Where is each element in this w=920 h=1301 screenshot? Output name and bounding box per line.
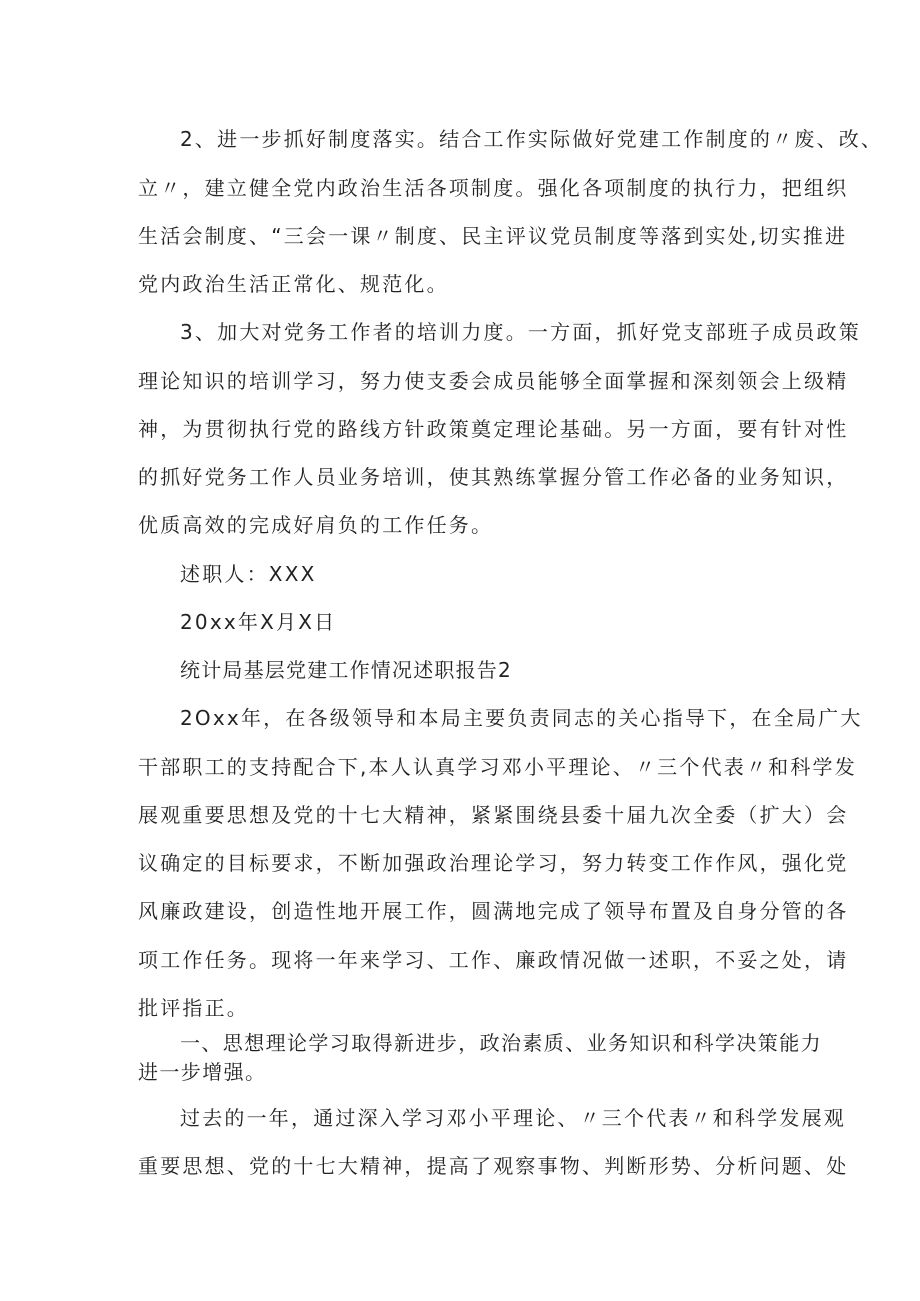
intro-line-1: 2Oxx年，在各级领导和本局主要负责同志的关心指导下，在全局广大	[180, 706, 863, 730]
intro-line-7: 批评指正。	[138, 996, 249, 1020]
section-1-heading-line-2: 进一步增强。	[138, 1060, 267, 1084]
paragraph-3-line-3: 神，为贯彻执行党的路线方针政策奠定理论基础。另一方面，要有针对性	[138, 417, 849, 441]
intro-line-6: 项工作任务。现将一年来学习、工作、廉政情况做一述职，不妥之处，请	[138, 948, 849, 972]
intro-line-4: 议确定的目标要求，不断加强政治理论学习，努力转变工作作风，强化党	[138, 851, 849, 875]
date-line: 20xx年X月X日	[180, 610, 337, 634]
section-1-body-line-1: 过去的一年，通过深入学习邓小平理论、〃三个代表〃和科学发展观	[180, 1106, 846, 1130]
section-1-body-line-2: 重要思想、党的十七大精神，提高了观察事物、判断形势、分析问题、处	[138, 1154, 849, 1178]
paragraph-2-line-2: 立〃，建立健全党内政治生活各项制度。强化各项制度的执行力，把组织	[138, 176, 849, 200]
paragraph-2-line-1: 2、进一步抓好制度落实。结合工作实际做好党建工作制度的〃废、改、	[180, 127, 884, 151]
report-title: 统计局基层党建工作情况述职报告2	[180, 658, 512, 682]
paragraph-2-line-4: 党内政治生活正常化、规范化。	[138, 272, 449, 296]
paragraph-2-line-3: 生活会制度、“三会一课〃制度、民主评议党员制度等落到实处,切实推进	[138, 224, 848, 248]
paragraph-3-line-2: 理论知识的培训学习，努力使支委会成员能够全面掌握和深刻领会上级精	[138, 369, 849, 393]
signature-line: 述职人：XXX	[180, 562, 317, 586]
section-1-heading-line-1: 一、思想理论学习取得新进步，政治素质、业务知识和科学决策能力	[180, 1031, 822, 1055]
intro-line-2: 干部职工的支持配合下,本人认真学习邓小平理论、〃三个代表〃和科学发	[138, 755, 857, 779]
intro-line-5: 风廉政建设，创造性地开展工作，圆满地完成了领导布置及自身分管的各	[138, 899, 849, 923]
paragraph-3-line-4: 的抓好党务工作人员业务培训，使其熟练掌握分管工作必备的业务知识，	[138, 465, 849, 489]
intro-line-3: 展观重要思想及党的十七大精神，紧紧围绕县委十届九次全委（扩大）会	[138, 803, 849, 827]
paragraph-3-line-5: 优质高效的完成好肩负的工作任务。	[138, 513, 494, 537]
paragraph-3-line-1: 3、加大对党务工作者的培训力度。一方面，抓好党支部班子成员政策	[180, 320, 861, 344]
